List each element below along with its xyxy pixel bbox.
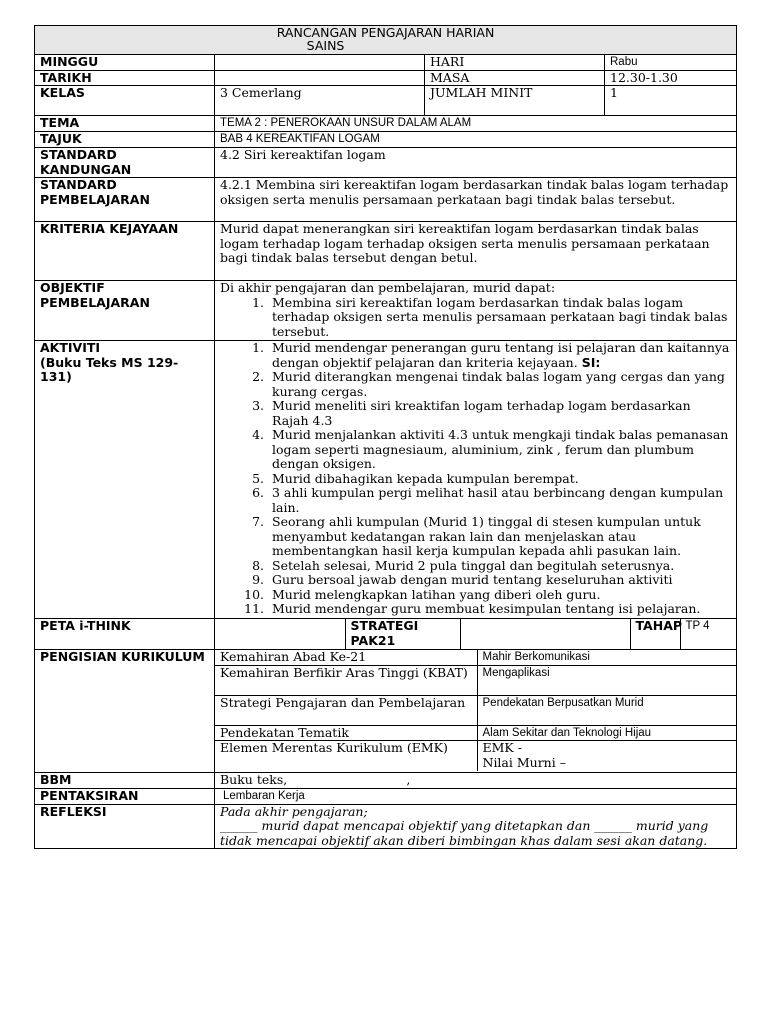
standard-kandungan-row — [35, 148, 737, 178]
kelas-value: 3 Cemerlang — [215, 86, 425, 116]
pentaksiran-label: PENTAKSIRAN — [35, 788, 215, 804]
refleksi-row — [35, 804, 737, 849]
objektif-row — [35, 281, 737, 341]
masa-value: 12.30-1.30 — [605, 70, 737, 86]
pengisian-item — [215, 695, 737, 725]
bbm-value: Buku teks, , — [215, 773, 737, 789]
kriteria-value: Murid dapat menerangkan siri kereaktifan logam berdasarkan tindak balas logam terhadap logam terhadap oksigen serta menulis persamaan perkataan bagi tindak balas tersebut dengan betul. — [215, 222, 737, 281]
pengisian-key: Kemahiran Berfikir Aras Tinggi (KBAT) — [215, 665, 477, 695]
peta-inner-cell — [215, 619, 737, 650]
aktiviti-item — [268, 588, 731, 603]
aktiviti-item — [268, 486, 731, 515]
tema-value: TEMA 2 : PENEROKAAN UNSUR DALAM ALAM — [215, 116, 737, 132]
pengisian-value: Mengaplikasi — [477, 665, 737, 695]
peta-row — [35, 619, 737, 650]
document-title: RANCANGAN PENGAJARAN HARIAN — [276, 25, 495, 40]
aktiviti-item — [268, 515, 731, 559]
pengisian-value: Pendekatan Berpusatkan Murid — [477, 695, 737, 725]
pengisian-key: Kemahiran Abad Ke-21 — [215, 650, 477, 665]
aktiviti-item-text: Murid meneliti siri kreaktifan logam terhadap logam berdasarkan Rajah 4.3 — [272, 398, 691, 428]
aktiviti-item-text: Murid mendengar guru membuat kesimpulan tentang isi pelajaran. — [272, 601, 701, 616]
pengisian-row — [35, 650, 737, 773]
aktiviti-list — [220, 341, 731, 617]
kriteria-row — [35, 222, 737, 281]
pengisian-item — [215, 725, 737, 741]
peta-value — [215, 619, 345, 649]
peta-label: PETA i-THINK — [35, 619, 215, 650]
minggu-value — [215, 55, 425, 71]
tarikh-label: TARIKH — [35, 70, 215, 86]
aktiviti-label-cell — [35, 341, 215, 619]
aktiviti-item — [268, 341, 731, 370]
peta-inner-table — [215, 619, 737, 649]
aktiviti-label: AKTIVITI — [40, 340, 101, 355]
pengisian-value: Alam Sekitar dan Teknologi Hijau — [477, 725, 737, 741]
aktiviti-item — [268, 472, 731, 487]
objektif-intro: Di akhir pengajaran dan pembelajaran, murid dapat: — [220, 280, 556, 295]
standard-pembelajaran-row — [35, 178, 737, 222]
aktiviti-item-text: Murid mendengar penerangan guru tentang isi pelajaran dan kaitannya dengan objektif pelajaran dan kriteria kejayaan. — [272, 340, 730, 370]
pengisian-key: Elemen Merentas Kurikulum (EMK) — [215, 741, 477, 771]
strategi-label: STRATEGI PAK21 — [345, 619, 460, 649]
pengisian-key: Strategi Pengajaran dan Pembelajaran — [215, 695, 477, 725]
tema-row — [35, 116, 737, 132]
aktiviti-item-text: Setelah selesai, Murid 2 pula tinggal dan begitulah seterusnya. — [272, 557, 675, 573]
pentaksiran-value: Lembaran Kerja — [215, 788, 737, 804]
hari-value: Rabu — [605, 55, 737, 71]
pengisian-item — [215, 741, 737, 771]
pengisian-key: Pendekatan Tematik — [215, 725, 477, 741]
aktiviti-item-text: Seorang ahli kumpulan (Murid 1) tinggal di stesen kumpulan untuk menyambut kedatangan rakan lain dan menjelaskan atau membentangkan hasil kerja kumpulan kepada ahli pasukan lain. — [272, 514, 701, 558]
tahap-value: TP 4 — [680, 619, 737, 649]
refleksi-line2: ______ murid dapat mencapai objektif yang ditetapkan dan ______ murid yang tidak mencapai objektif akan diberi bimbingan khas dalam sesi akan datang. — [220, 818, 709, 848]
kriteria-label: KRITERIA KEJAYAAN — [35, 222, 215, 281]
lesson-plan-sheet — [34, 25, 736, 849]
refleksi-content — [215, 804, 737, 849]
aktiviti-item — [268, 573, 731, 588]
aktiviti-item-text: Murid dibahagikan kepada kumpulan berempat. — [272, 470, 579, 486]
aktiviti-item-text: Murid melengkapkan latihan yang diberi oleh guru. — [272, 586, 601, 602]
tajuk-row — [35, 132, 737, 148]
tahap-label: TAHAP — [630, 619, 680, 649]
standard-pembelajaran-line1: 4.2.1 Membina siri kereaktifan logam berdasarkan tindak balas logam terhadap — [220, 177, 729, 192]
aktiviti-item-text: 3 ahli kumpulan pergi melihat hasil atau berbincang dengan kumpulan lain. — [272, 485, 724, 515]
jumlah-value: 1 — [605, 86, 737, 116]
objektif-item: 1. Membina siri kereaktifan logam berdasarkan tindak balas logam terhadap oksigen serta menulis persamaan perkataan bagi tindak balas tersebut. — [268, 296, 731, 340]
standard-pembelajaran-value — [215, 178, 737, 222]
aktiviti-item-text: Guru bersoal jawab dengan murid tentang keseluruhan aktiviti — [272, 572, 673, 587]
pengisian-value-line1: EMK - — [482, 740, 522, 755]
document-subject: SAINS — [306, 38, 345, 53]
bbm-row — [35, 773, 737, 789]
tajuk-label: TAJUK — [35, 132, 215, 148]
objektif-list — [220, 296, 731, 340]
pengisian-label: PENGISIAN KURIKULUM — [35, 650, 215, 773]
objektif-content — [215, 281, 737, 341]
aktiviti-sublabel: (Buku Teks MS 129-131) — [40, 354, 179, 384]
standard-kandungan-label: STANDARD KANDUNGAN — [35, 148, 215, 178]
standard-pembelajaran-line2: oksigen serta menulis persamaan perkataan bagi tindak balas tersebut. — [220, 191, 676, 207]
si-tag: SI: — [581, 354, 601, 370]
minggu-label: MINGGU — [35, 55, 215, 71]
aktiviti-item — [268, 399, 731, 428]
aktiviti-item — [268, 370, 731, 399]
masa-label: MASA — [425, 70, 605, 86]
tema-label: TEMA — [35, 116, 215, 132]
objektif-label: OBJEKTIF PEMBELAJARAN — [35, 281, 215, 341]
standard-pembelajaran-label: STANDARD PEMBELAJARAN — [35, 178, 215, 222]
pengisian-value: Mahir Berkomunikasi — [477, 650, 737, 665]
pengisian-item — [215, 665, 737, 695]
standard-kandungan-value: 4.2 Siri kereaktifan logam — [215, 148, 737, 178]
aktiviti-item-text: Murid menjalankan aktiviti 4.3 untuk mengkaji tindak balas pemanasan logam seperti magnesiaum, aluminium, zink , ferum dan plumbum dengan oksigen. — [272, 427, 729, 471]
minggu-row — [35, 55, 737, 71]
pengisian-inner-cell — [215, 650, 737, 773]
document-header — [35, 26, 737, 55]
pentaksiran-row — [35, 788, 737, 804]
pengisian-value — [477, 741, 737, 771]
header-row — [35, 26, 737, 55]
strategi-value — [460, 619, 630, 649]
tarikh-row — [35, 70, 737, 86]
tajuk-value: BAB 4 KEREAKTIFAN LOGAM — [215, 132, 737, 148]
pengisian-value-line2: Nilai Murni – — [482, 754, 566, 770]
jumlah-label: JUMLAH MINIT — [425, 86, 605, 116]
pengisian-item — [215, 650, 737, 665]
tarikh-value — [215, 70, 425, 86]
pengisian-table — [215, 650, 737, 771]
hari-label: HARI — [425, 55, 605, 71]
bbm-label: BBM — [35, 773, 215, 789]
aktiviti-row — [35, 341, 737, 619]
lesson-plan-table — [34, 25, 737, 849]
aktiviti-item-text: Murid diterangkan mengenai tindak balas logam yang cergas dan yang kurang cergas. — [272, 369, 725, 399]
aktiviti-content — [215, 341, 737, 619]
kelas-label: KELAS — [35, 86, 215, 116]
refleksi-label: REFLEKSI — [35, 804, 215, 849]
refleksi-line1: Pada akhir pengajaran; — [220, 803, 368, 819]
aktiviti-item — [268, 602, 731, 617]
aktiviti-item — [268, 559, 731, 574]
aktiviti-item — [268, 428, 731, 472]
kelas-row — [35, 86, 737, 116]
